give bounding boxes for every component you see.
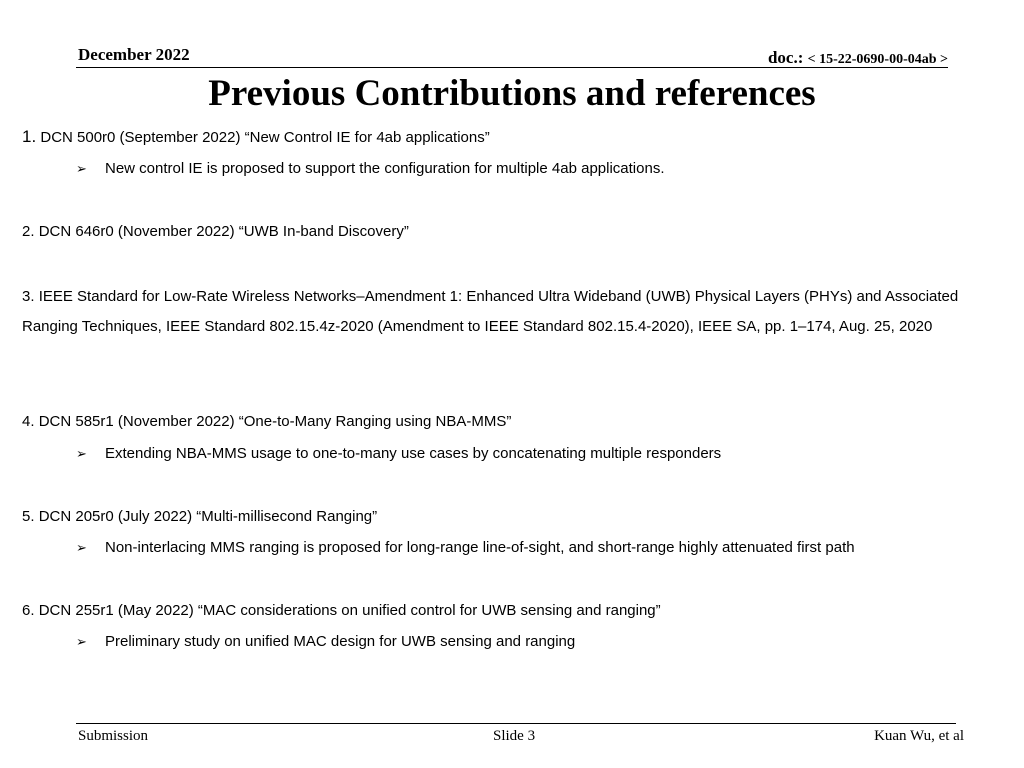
subpoint-text: New control IE is proposed to support the configuration for multiple 4ab applications. [105,160,665,177]
reference-number: 5. [22,508,35,525]
reference-number: 4. [22,413,35,430]
subpoint-text: Preliminary study on unified MAC design for UWB sensing and ranging [105,633,576,650]
reference-item-5 [22,508,377,525]
header-divider [76,67,948,68]
reference-text: DCN 255r1 (May 2022) “MAC considerations on unified control for UWB sensing and ranging” [38,602,661,619]
subpoint-text: Extending NBA-MMS usage to one-to-many use cases by concatenating multiple responders [105,445,722,462]
reference-subpoint-5 [76,539,855,556]
reference-text: IEEE Standard for Low-Rate Wireless Networks–Amendment 1: Enhanced Ultra Wideband (UWB) Physical Layers (PHYs) and Associated Ranging Techniques, IEEE Standard 802.15.4z-2020 (Amendment to IEEE Standard 802.15.4-2020), IEEE SA, pp. 1–174, Aug. 25, 2020 [22,288,959,335]
reference-text: DCN 205r0 (July 2022) “Multi-millisecond Ranging” [38,508,378,525]
reference-item-4 [22,413,511,430]
reference-number: 6. [22,602,35,619]
arrow-bullet-icon: ➢ [76,446,87,461]
header-doc-number [768,48,948,68]
subpoint-text: Non-interlacing MMS ranging is proposed for long-range line-of-sight, and short-range highly attenuated first path [105,539,855,556]
reference-text: DCN 585r1 (November 2022) “One-to-Many Ranging using NBA-MMS” [38,413,512,430]
reference-text: DCN 646r0 (November 2022) “UWB In-band Discovery” [38,223,409,240]
reference-item-6 [22,602,661,619]
reference-item-3 [22,282,1012,342]
reference-subpoint-4 [76,445,721,462]
footer-submission: Submission [78,728,149,744]
doc-id: < 15-22-0690-00-04ab > [807,52,948,67]
arrow-bullet-icon: ➢ [76,540,87,555]
arrow-bullet-icon: ➢ [76,161,87,176]
arrow-bullet-icon: ➢ [76,634,87,649]
doc-label: doc.: [767,48,804,67]
footer-author: Kuan Wu, et al [874,728,964,744]
footer-divider [76,723,956,724]
reference-item-2 [22,223,409,240]
header-date: December 2022 [78,45,190,64]
footer-slide-number: Slide 3 [493,728,536,744]
reference-subpoint-1 [76,160,664,177]
reference-text: DCN 500r0 (September 2022) “New Control IE for 4ab applications” [40,129,490,146]
reference-number: 3. [22,288,35,305]
reference-number: 2. [22,223,35,240]
reference-item-1 [22,127,490,147]
reference-subpoint-6 [76,633,575,650]
reference-number: 1. [22,127,37,146]
slide-title: Previous Contributions and references [208,73,816,114]
